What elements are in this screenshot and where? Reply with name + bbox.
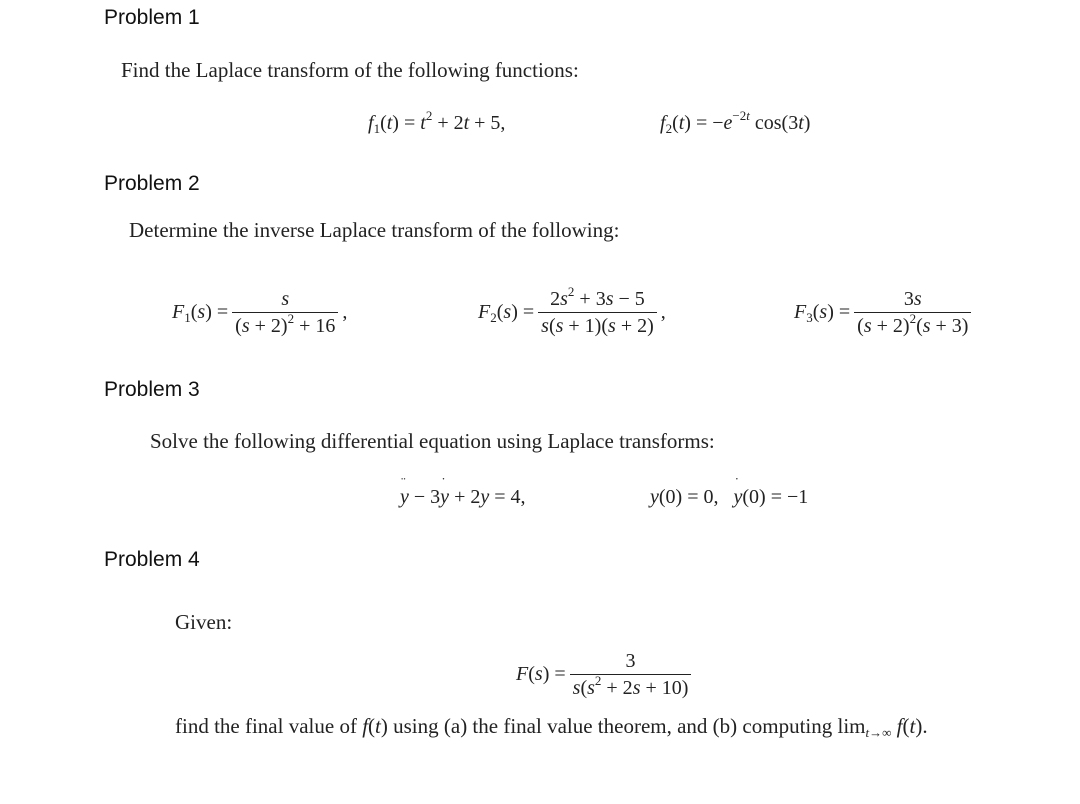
F2-numerator: $2s^2 + 3s - 5$ xyxy=(550,284,645,310)
F2-denominator: s(s + 1)(s + 2) xyxy=(538,312,657,337)
F-denominator: $s(s^2 + 2s + 10)$ xyxy=(570,674,692,699)
F-equation: F(s) = $\frac{3}{s(s^2 + 2s + 10)}$ xyxy=(516,650,695,699)
problem-3-instruction: Solve the following differential equation using Laplace transforms: xyxy=(150,429,715,453)
problem-2-heading: Problem 2 xyxy=(104,172,200,195)
F1-denominator: $(s + 2)^2 + 16$ xyxy=(232,312,338,337)
F-numerator: 3 xyxy=(625,650,636,672)
problem-4-instruction: find the final value of f(t) using (a) the final value theorem, and (b) computing $\lim_{t\to\infty} f(t)$. xyxy=(175,714,928,740)
problem-3-heading: Problem 3 xyxy=(104,378,200,401)
initial-conditions: y(0) = 0, ˙ y(0) = −1 xyxy=(650,486,808,509)
F2-equation: $F_2(s)$ = $\frac{2s^2 + 3s - 5}{s(s + 1)(s + 2)}$ , xyxy=(478,284,666,337)
F3-equation: $F_3(s)$ = $\frac{3s}{(s + 2)^2(s + 3)}$ xyxy=(794,288,975,337)
problem-2-instruction: Determine the inverse Laplace transform of the following: xyxy=(129,218,620,242)
differential-equation: ¨ y − 3˙ y + 2y = 4, xyxy=(400,486,526,509)
f1-equation: $f_1(t) = t^2 + 2t + 5$, xyxy=(368,108,506,136)
given-label: Given: xyxy=(175,610,233,634)
problem-4-heading: Problem 4 xyxy=(104,548,200,571)
F1-equation: $F_1(s)$ = $\frac{s}{(s + 2)^2 + 16}$ , xyxy=(172,288,348,337)
problem-1-instruction: Find the Laplace transform of the following functions: xyxy=(121,58,579,82)
F3-numerator: 3s xyxy=(903,288,922,310)
problem-1-heading: Problem 1 xyxy=(104,6,200,29)
F3-denominator: $(s + 2)^2(s + 3)$ xyxy=(854,312,971,337)
f2-equation: $f_2(t) = -e^{-2t}$ cos(3t) xyxy=(660,108,811,136)
F1-numerator: s xyxy=(281,288,290,310)
